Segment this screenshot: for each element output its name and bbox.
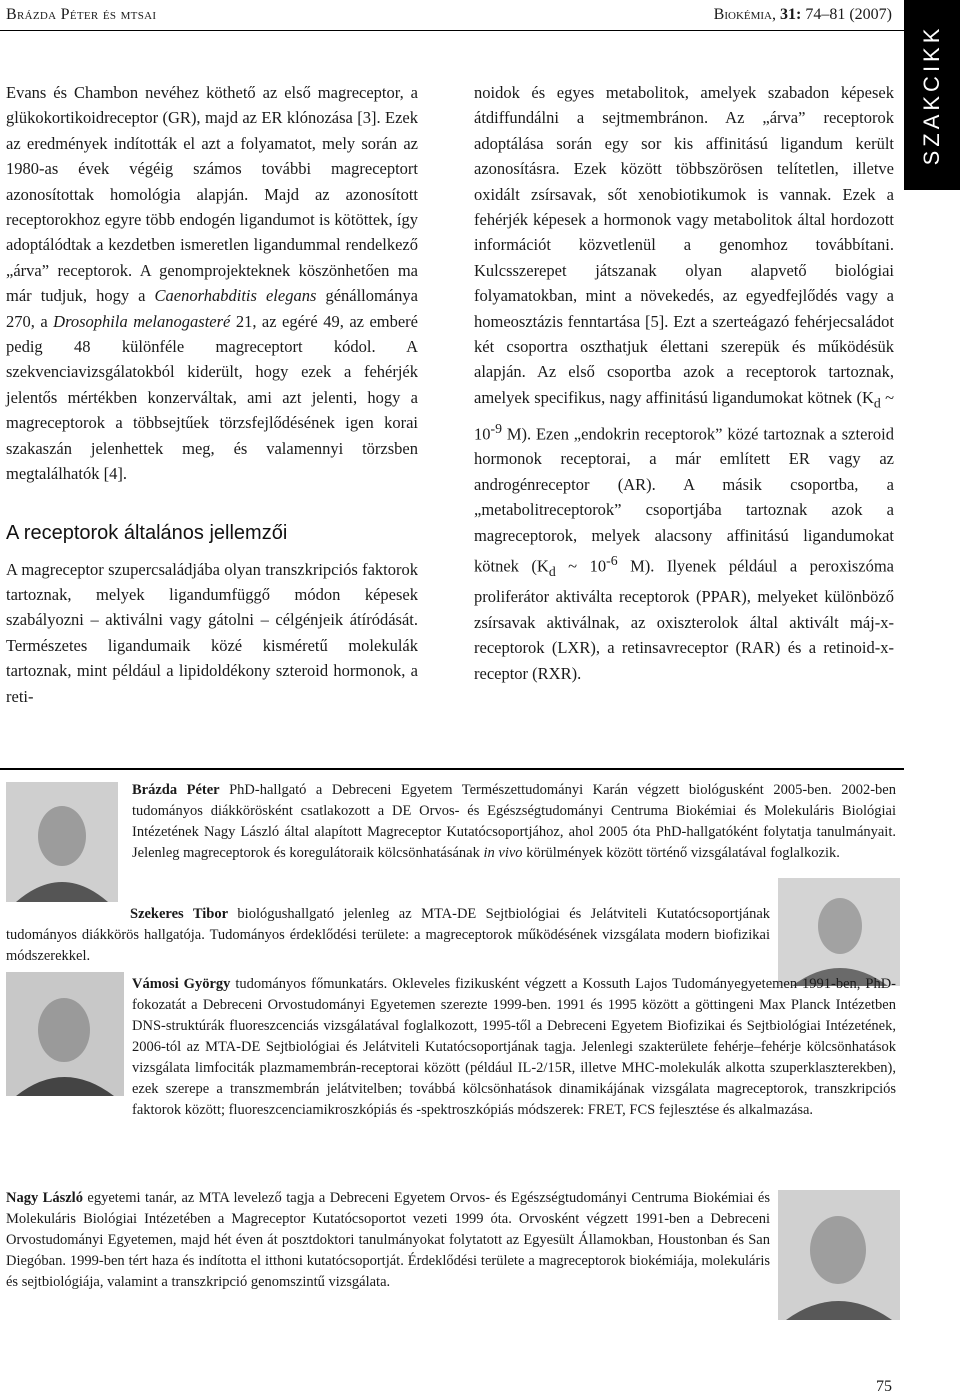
text-run: M). Ezen „endokrin receptorok” közé tartoznak a szteroid hormonok receptorai, a már említett ER vagy az androgénreceptor (AR). A másik csoportba, a „metabolitreceptorok” csoportjába tartoznak azok a magreceptorok, melyek alacsony affinitású ligandumokat kötnek (K	[474, 424, 894, 576]
running-head-authors: Brázda Péter és mtsai	[6, 6, 157, 23]
bio-italic: in vivo	[483, 845, 523, 861]
section-tab	[904, 0, 960, 190]
bio-name: Brázda Péter	[132, 782, 220, 798]
bio-name: Szekeres Tibor	[130, 906, 229, 922]
running-head-journal	[714, 6, 892, 24]
journal-pages: 74–81 (2007)	[805, 6, 892, 23]
portrait-photo-vamosi	[6, 972, 124, 1096]
portrait-photo-szekeres	[778, 878, 900, 986]
bio-text: biológushallgató jelenleg az MTA-DE Sejtbiológiai és Jelátviteli Kutatócsoportjának tudományos diákkörös hallgatója. Tudományos érdeklődési területe: a magreceptorok működésének vizsgálata modern biofizikai módszerekkel.	[6, 906, 771, 964]
bio-szekeres	[6, 904, 770, 967]
species-name: Drosophila melanogasteré	[53, 311, 231, 331]
text-run: ~ 10	[474, 387, 894, 444]
text-run: ~ 10	[555, 556, 607, 576]
section-heading: A receptorok általános jellemzői	[6, 521, 288, 544]
page-number: 75	[876, 1378, 892, 1395]
bio-text: egyetemi tanár, az MTA levelező tagja a Debreceni Egyetem Orvos- és Egészségtudományi Centruma Biokémiai és Molekuláris Biológiai Intézetében a Magreceptor Kutatócsoportot vezeti 1999 óta. Orvosként végzett 1991-ben a Debreceni Orvostudományi Egyetemen, majd hét éven át posztdoktori tanulmányokat folytatott az Egyesült Államokban, Houstonban és San Diegóban. 1999-ben tért haza és indította el itthoni kutatócsoportját. Érdeklődési területe a magreceptorok biokémiája, molekuláris és sejtbiológiája, valamint a transzkripció genomszintű vizsgálata.	[6, 1190, 770, 1290]
portrait-photo-nagy	[778, 1190, 900, 1320]
text-run: noidok és egyes metabolitok, amelyek szabadon képesek átdiffundálni a sejtmembránon. Az „árva” receptorok adoptálása során egy sor kis affinitású ligandum került azonosításra. Ezek között többszörösen telítetlen, illetve oxidált zsírsavak, sőt xenobiotikumok is vannak. Ezek a fehérjék képesek a hormonok vagy metabolitok által hordozott információt közvetlenül a genomhoz továbbítani. Kulcsszerepet játszanak olyan alapvető biológiai folyamatokban, mint a növekedés, az egyedfejlődés vagy a homeosztázis fenntartása [5]. Ezt a szerteágazó fehérjecsaládot két csoportra oszthatjuk élettani szerepük és működésük alapján. Az első csoportba azok a receptorok tartoznak, amelyek specifikus, nagy affinitású ligandumokat kötnek (K	[474, 83, 894, 407]
bio-text: körülmények között történő vizsgálatával foglalkozik.	[522, 845, 840, 861]
superscript: -9	[490, 420, 502, 436]
text-run: Evans és Chambon nevéhez köthető az első magreceptor, a glükokortikoidreceptor (GR), majd az ER klónozása [3]. Ezek az eredmények indították el azt a folyamatot, mely során az 1980-as évek végéig számos további magreceptort azonosítottak homológia alapján. Majd az azonosított receptorokhoz egyre több endogén ligandumot is kötöttek, így adoptálódtak a kezdetben ismeretlen ligandummal rendelkező „árva” receptorok. A genomprojekteknek köszönhetően ma már tudjuk, hogy a	[6, 83, 418, 306]
bio-name: Vámosi György	[132, 976, 231, 992]
paragraph-continued	[474, 80, 894, 686]
left-column	[6, 80, 418, 709]
bio-divider	[0, 768, 904, 770]
bio-text: tudományos főmunkatárs. Okleveles fizikusként végzett a Kossuth Lajos Tudományegyetemen 1991-ben, PhD-fokozatát a Debreceni Orvostudományi Egyetemen szerezte 1999-ben. 1991 és 1995 között a göttingeni Max Planck Intézetben DNS-struktúrák fluoreszcenciás vizsgálatával foglalkozott, 1995-től a Debreceni Egyetem Biofizikai és Sejtbiológiai Intézetének, 2006-tól az MTA-DE Sejtbiológiai és Jelátviteli Kutatócsoportjának tagja. Jelenlegi szakterülete fehérje–fehérje kölcsönhatások vizsgálata limfociták plazmamembrán-receptorai között (például IL-2/15R, illetve MHC-molekulák alkotta szuperklaszterekben), ezek szerepe a transzmembrán jelátvitelben; továbbá kölcsönhatások dinamikájának vizsgálata magreceptorok, transzkripciós faktorok között; fluoreszcenciamikroszkópiás és -spektroszkópiás módszerek: FRET, FCS fejlesztése és alkalmazása.	[132, 976, 896, 1118]
bio-nagy	[6, 1188, 770, 1293]
text-run: génállománya 270, a	[6, 286, 418, 331]
bio-vamosi	[132, 974, 896, 1121]
paragraph-history	[6, 80, 418, 487]
subscript: d	[873, 395, 881, 411]
journal-volume: 31:	[780, 6, 802, 23]
bio-name: Nagy László	[6, 1190, 83, 1206]
right-column	[474, 80, 894, 686]
superscript: -6	[606, 553, 618, 569]
section-tab-label: SZAKCIKK	[919, 24, 944, 166]
paragraph-general: A magreceptor szupercsaládjába olyan transzkripciós faktorok tartoznak, melyek ligandumfüggő módon képesek szabályozni – aktiválni vagy gátolni – célgénjeik átíródását. Természetes ligandumaik közé kisméretű molekulák tartoznak, mint például a lipidoldékony szteroid hormonok, a reti-	[6, 559, 418, 706]
bio-text: PhD-hallgató a Debreceni Egyetem Természettudományi Karán végzett biológusként 2005-ben. 2002-ben tudományos diákkörösként csatlakozott a DE Orvos- és Egészségtudományi Centruma Biokémiai és Molekuláris Biológiai Intézetének Nagy László által alapított Magreceptor Kutatócsoportjához, ahol 2005 óta PhD-hallgatóként folytatja tanulmányait. Jelenleg magreceptorok és koregulátoraik kölcsönhatásának	[132, 782, 896, 861]
species-name: Caenorhabditis elegans	[154, 286, 317, 306]
bio-brazda	[132, 780, 896, 864]
header-divider	[0, 30, 904, 31]
subscript: d	[548, 563, 556, 579]
text-run: 21, az egéré 49, az emberé pedig 48 különféle magreceptort kódol. A szekvenciavizsgálatokból kiderült, hogy ezek a fehérjék jelentős mértékben konzerváltak, ami azt jelenti, hogy a magreceptorok a többsejtűek törzsfejlődésének igen korai szakaszán jelenhettek meg, és valamennyi törzsben megtalálhatók [4].	[6, 311, 418, 484]
text-run: M). Ilyenek például a peroxiszóma proliferátor aktiválta receptorok (PPAR), melyeket különböző zsírsavak aktiválnak, az oxiszterolok által aktivált máj-x-receptorok (LXR), a retinsavreceptor (RAR) és a retinoid-x-receptor (RXR).	[474, 556, 894, 683]
portrait-photo-brazda	[6, 782, 118, 902]
journal-name: Biokémia,	[713, 6, 777, 23]
